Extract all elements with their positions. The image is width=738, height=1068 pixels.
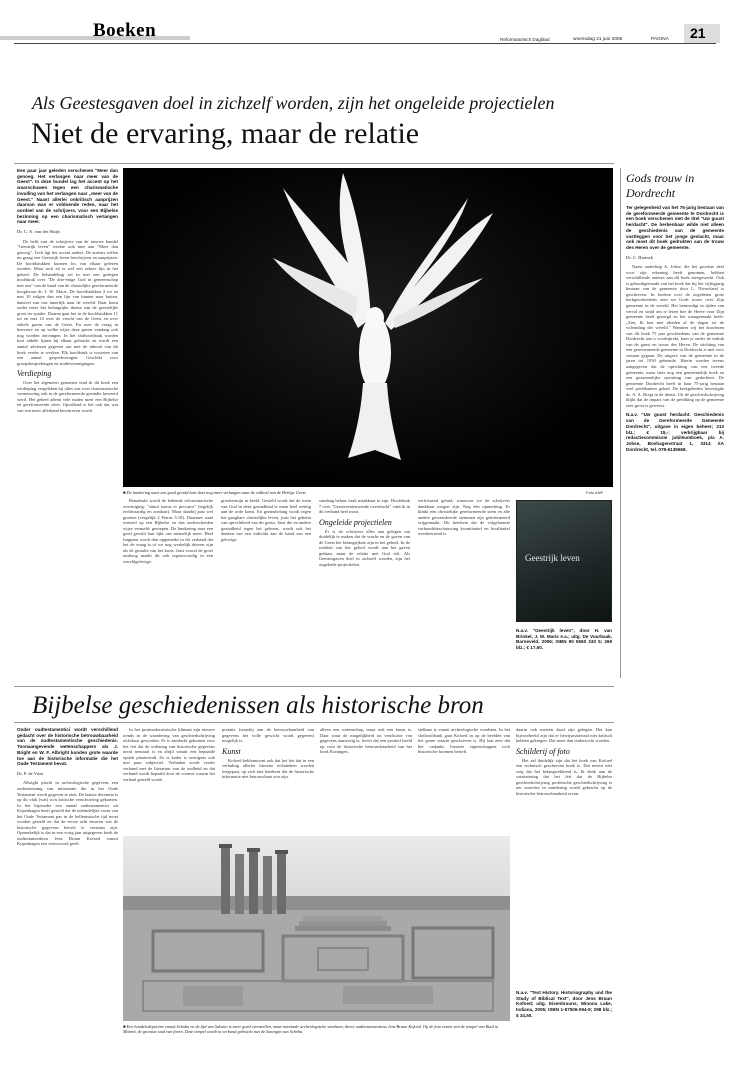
article2-rule (14, 722, 614, 723)
masthead-rule (14, 43, 716, 44)
dove-photo-caption (123, 490, 543, 495)
article1-col5-text: verfrissend geluid, waarvoor we de schrijvers dankbaar mogen zijn. Nog één opmerking. Er klinkt een christelijke gereformeerde stem en alle andere gewaardeerde stemmen zijn geïnformeerd vrijgemaakt. Dit betekent dat de volgelaanste verbondsbeschouwing kwantitatief en kwalitatief overheersend is. (418, 498, 510, 537)
article1-book-info (516, 628, 612, 678)
article2-col5-text: stelbaar is vanuit archeologische vondsten. In het slothoofdstuk gaat Kofoed in op de beelden van het genre waarin geschreven is. Hij laat zien dat het ondanks literaire eigenschappen toch historische bronnen betreft. (418, 727, 510, 755)
dove-photo (123, 168, 613, 487)
article2-column-3 (222, 727, 314, 832)
article2-col2-text: In het postmodernistische klimaat zijn nieuwe trends in de waardering van geschiedschrijving zichtbaar geworden. Er is aandacht gekomen voor het feit dat de ordening van historische gegevens nooit neutraal is en altijd vanuit een bepaalde optiek plaatsvindt. Zo is kader is overigens ook niet puur subjectief. Verbaden wordt verder verband met de literatuur van de oudheid en dat verband wordt bepaald door de context waarin het verhaal gesteld wordt. (123, 727, 215, 782)
article1-col4-text2: Er is de schrijvers alles aan gelegen om duidelijk te maken dat de vrucht en de gaven van de Geest het belangrijkste zijn in het geheel. In de realiteit van het geloof wordt aan het gaven gedaan, maar de relatie met God telt. Als Geestesgaven doel in zichzelf worden, zijn het ongeleide projectielen. (319, 528, 410, 567)
article2-column-5 (418, 727, 510, 832)
sidebar-book-info: N.a.v. "Uw guust herdacht. Geschiedenis van de Gereformeerde Gemeente Dordrecht", uitgave in eigen beheer; 213 blz.; € 15,-; verkrijgbaar bij redactiecommissie jubileumboek, p/a A. Jobse, Boshagenstraat 1, 3314 XA Dordrecht, tel. 078-6135668. (626, 412, 724, 452)
article1-column-2 (123, 498, 213, 678)
article2-subhead-schilderij: Schilderij of foto (516, 746, 570, 756)
sidebar-body: Naast ouderling A. Jobse, die het grootste deel voor zijn rekening heeft genomen, hebben verschillende auteurs aan dit boek meegewerkt. Ook is gebruikgemaakt van het boek dat bij het vijftigjarig bestaan van de gemeente door L. Nieuwland is geschreven. In boeken over de zogeheten grote kerkgeschiedenis zien we Gods trouw over Zijn gemeente in de wereld. Het bemoedigt in tijden van verval en strijd om te lezen hoe de Heere voor Zijn gemeente heeft gezorgd en het waargemaakt heeft: „Ziet, Ik ben met ulieden al de dagen tot de voleinding der wereld." Wanneer wij het doorlezen van dit boek 75 jaar geschiedenis van de gemeente Dordrecht aan u voorbijtrekt, kom je onder de indruk van de gunst en trouw des Heren. De stichting van een gereformeerde gemeente in Dordrecht is niet voor zomaar gegaan. De uitgave van de gemeente in de jaren tot 1930 gebeurde. Hierin worden tevens aangegeven dat de oprichting van een tweede gemeente, maar later nog een gemeentelijk boek en een gezamenlijke opvatting van gedachten. De gemeente Dordrecht heeft in haar 75-jarig bestaan veel predikanten gehad. De kerkgebeden bevestigde ds. A. A. Bregt in de dienst. Uit de geschiedschrijving blijkt dat de impact van de prediking op de gemeente zeer groot is geweest. (626, 264, 724, 408)
article2-col3-text2: Kofoed beklemtoont ook dat het feit dat in een verhaling allerlei literaire technieken worden toegepast, op zich niet betekent dat de historische informatie niet betrouwbaar zou zijn. (222, 757, 314, 780)
article2-byline: Dr. P. de Vries (17, 770, 44, 776)
article1-column-3 (221, 498, 311, 678)
sidebar-title: Gods trouw in Dordrecht (626, 171, 695, 200)
sidebar-divider (620, 168, 621, 678)
article1-column-5 (418, 498, 510, 678)
article1-col4-text: vandaag helaas vaak maakbaar te zijn. Hoofdstuk 7 over "Geestvernieuwende overdracht" vind ik in dit verband heel mooi. (319, 498, 410, 515)
article2-col3-text: pretatie (waarbij aan de betrouwbaarheid van gegevens het volle gewicht wordt gegeven) mogelijk is. (222, 727, 314, 744)
article1-body-1: De helft van de schrijvers van de nieuwe bundel "Geestrijk leven" werkte ook mee aan "Meer dan genoeg". Toch ligt het accent anders. De auteurs willen nu graag een Geestrijk leven beschrijven en aanprijzen. De hoofdstukken kunnen los van elkaar gelezen worden. Maar toch zit er wel een zekere lijn in het geheel. De behandeling zet in met een gedegen hoofdstuk over "De drie-enige God in gemeenschap met ons" van de hand van de christelijke gereformeerde hoogleraar dr. J. W. Maris. De hoofdstukken 2 tot en met 10 volgen dan een lijn van binnen naar buiten, dansvel van ons innerlijk naar de wereld. Daar komt onder meer het belangrijke thema van de geestelijke groei ter sprake. Daarna gaat het in de hoofdstukken 11 tot en met 14 over de vrucht van de Geest en over enkele gaven van de Geest. En over de vraag in hoeverre en op welke wijze deze gaven vandaag ook nog worden ontvangen. In het slothoofdstuk worden kort enkele lijnen bij elkaar gebracht en wordt een aantal adviezen gegeven om met de inhoud van dit boek verder te werken. Elk hoofdstuk is voorzien van een aantal gespreksvragen. Geschikt voor groepsbesprekingen en studieverenigingen. (17, 238, 118, 366)
dove-photo-caption-text: De hunkering naar een goed gevuld hart doet nog meer verlangen naar de volheid van de Heilige Geest. (126, 490, 307, 495)
article1-col3-text: groeitermijn in beeld. Gesteld wordt dat de roem van God in deze gezindheid te maar heel weinig aan de orde komt. En gezinsbelang wordt tegen het gangbare christelijke leven, juist het geheim van oprechtheid van dit gezin. Juist die en andere gezindheid tegen het gelezen, wordt ook het denken van een individu aan de hand van een gelovige. (221, 498, 311, 542)
ruins-photo-caption (123, 1024, 510, 1035)
book-cover-geestrijk (516, 500, 612, 622)
sidebar-lead: Ter gelegenheid van het 75-jarig bestaan van de gereformeerde gemeente te Dordrecht is een boek verschenen met de titel "Uw guust herdacht". De herkenbaar wilde niet alleen de geschiedenis van de gemeente vastleggen voor het jonge geslacht, maar ook moet dit boek gedrukten aan de trouw des Heren over de gemeente. (626, 205, 724, 250)
sidebar-column (626, 205, 724, 1035)
article1-byline: Dr. C. A. van der Sluijs (17, 229, 60, 235)
article2-book-info (516, 990, 612, 1035)
caption-bullet-icon: ■ (123, 1024, 127, 1029)
article2-top-rule (14, 686, 614, 687)
article1-kicker: Als Geestesgaven doel in zichzelf worden, zijn het ongeleide projectielen (32, 93, 555, 113)
caption-bullet-icon: ■ (123, 490, 127, 495)
article2-column-4 (320, 727, 412, 832)
article1-rule (14, 163, 614, 164)
publication-date: woensdag 21 juni 2006 (573, 37, 623, 42)
masthead (0, 0, 738, 86)
ruins-photo (123, 836, 510, 1021)
publication-name: Reformatorisch Dagblad (500, 37, 550, 42)
article1-book-info-text: N.a.v. "Geestrijk leven", door H. van Brinkel, J. W. Maris e.a.; uitg. De Vuurbaak, Barneveld, 2006; ISBN 90 5560 333 5; 269 blz.; € 17,50. (516, 628, 612, 651)
article1-subhead-projectielen: Ongeleide projectielen (319, 517, 392, 527)
dove-photo-credit: Foto ANP (586, 490, 604, 495)
article2-column-1 (17, 727, 118, 1057)
article1-lead: Een paar jaar geleden verschenen "Meer dan genoeg. Het verlangen naar meer van de Geest". In deze bundel lag het accent op het waarschuwen tegen een charismatische invulling van het verlangen naar „meer van de Geest." Naast allerlei onkritisch aanprijzen daarvan was er voldoende reden, naar het oordeel van de schrijvers, voor een Bijbelse bezinning op een charismatisch verlangen naar meer. (17, 168, 118, 225)
article1-column-1 (17, 168, 118, 683)
ruins-photo-caption-text: Een handelsdepotiine vanuit Schoba en de tijd van Salomo is meer goed evenstellen, maar minimale archeologische vondsten, direct ouditestamenticus Jens Bruun Kofoed. Op de foto resten van de tempel van Baal in Mareth, de grootste stad van fenen. Deze tempel wordt in verband gebracht met de koningin van Scheba. (123, 1024, 499, 1035)
article2-col1-text: Albright placht in archeologische gegevens een ondersteuning van informatie die in het Oude Testament wordt gegeven te zien. De laatste decennia is op dit vlak (wat) zo'n kritische verschuiving gekomen. In het bijzonder een aantal oudtestamentici uit Kopenhagen heeft gesteld dat de uiteindelijke vorm van het Oude Testament pas in de hellenistische tijd moet worden gesteld en dat de eerste acht eeuwen wat de historische gegevens betreft te verstaan zijn. Opmerkelijk is dat in een vorig jaar uitgegeven boek de oudtestamenticus Jens Bruun Kofoed vanuit Kopenhagen een weerwoord geeft. (17, 780, 118, 847)
article2-subhead-kunst: Kunst (222, 746, 241, 756)
article2-book-info-text: N.a.v. "Text History. Historiography and the Study of Biblical Text", door Jens Bruun Kofoed; uitg. Eisenbrauns, Winona Lake, Indiana, 2005; ISBN 1-57506-094-9; 298 blz.; $ 34,50. (516, 990, 612, 1018)
article2-col6-text2: Het zal duidelijk zijn dat het boek van Kofoed een technisch geschreven boek is. Dat neemt niet weg dat het belangwekkend is. Ik denk aan de constatering dat het feit dat de Bijbelse geschiedschrijving profetische geschiedschrijving is ten onrechte in mindering wordt gebracht op de historische betrouwbaarheid ervan. (516, 757, 612, 796)
page-number-text: 21 (690, 25, 706, 41)
article2-col4-text: alleen een wetenschap, maar ook een kunst is. Daar waar de mogelijkheid tot verificatie van gegevens aanwezig is, levert dat een positief beeld op voor de historische betrouwbaarheid van het boek Koningen. (320, 727, 412, 755)
section-label: Boeken (93, 20, 157, 41)
sidebar-byline: Dr. C. Harinck (626, 254, 654, 260)
article2-column-6 (516, 727, 612, 982)
article1-col2-text: Benadrukt wordt de bekende reformatorische overtuiging: "simul iustus et peccator" (tegelijk rechtvaardig en zondaar). Maar daarbij past wel groeien (vergelijk 2 Petrus 3:18). Daarmee staat eveneel op een Bijbelse en dus onderscheiden wijze vermeld: geroepen. De hunkering naar een goed gevuld hart lijkt ons menselijk meer. Heel frappant wordt dan opgemerkt in dit verband dat het de vraag is of we nog werkelijk durven zijn als de gestalte van het kruis. Juist vooral de groei omhoog maakt dit ook tegenwoordig in een wereldgelovige. (123, 498, 213, 565)
article2-column-2 (123, 727, 215, 832)
article2-headline: Bijbelse geschiedenissen als historische bron (32, 692, 484, 719)
article1-body-2: Over het algemeen genomen vind ik dit boek een verdieping vergeleken bij alles wat over charismatische vernieuwing ook in de gereformeerde gezindte beweerd werd. Het geheel ademt vele malen meer een Bijbelse en gereformeerde sfeer. Opvallend is het ook dat wat van een meer allerhand beschreven wordt. (17, 380, 118, 413)
article1-subhead-verdieping: Verdieping (17, 369, 52, 379)
article1-column-4 (319, 498, 410, 678)
article2-col6-text: daarin ook meteen daad zijn gelegen. Het kan bijvoorbeeld zijn dat er bewijsmateriaal niet kritisch hebben gekregen. Dat moet dan onderzocht worden. (516, 727, 612, 744)
book-cover-title: Geestrijk leven (525, 553, 580, 563)
dove-illustration (123, 168, 613, 487)
ruins-illustration (123, 836, 510, 1021)
article2-lead: Onder oudtestamentici wordt verschillend gedacht over de historische betrouwbaarheid van de oudtestamentische geschiedenis. Toonaangevende wetenschappers als J. Bright en W. F. Albright konden grote waarde toe aan de historische informatie die het Oude Testament bevat. (17, 727, 118, 767)
page-label: PAGINA (651, 37, 669, 42)
article1-headline: Niet de ervaring, maar de relatie (31, 117, 420, 150)
